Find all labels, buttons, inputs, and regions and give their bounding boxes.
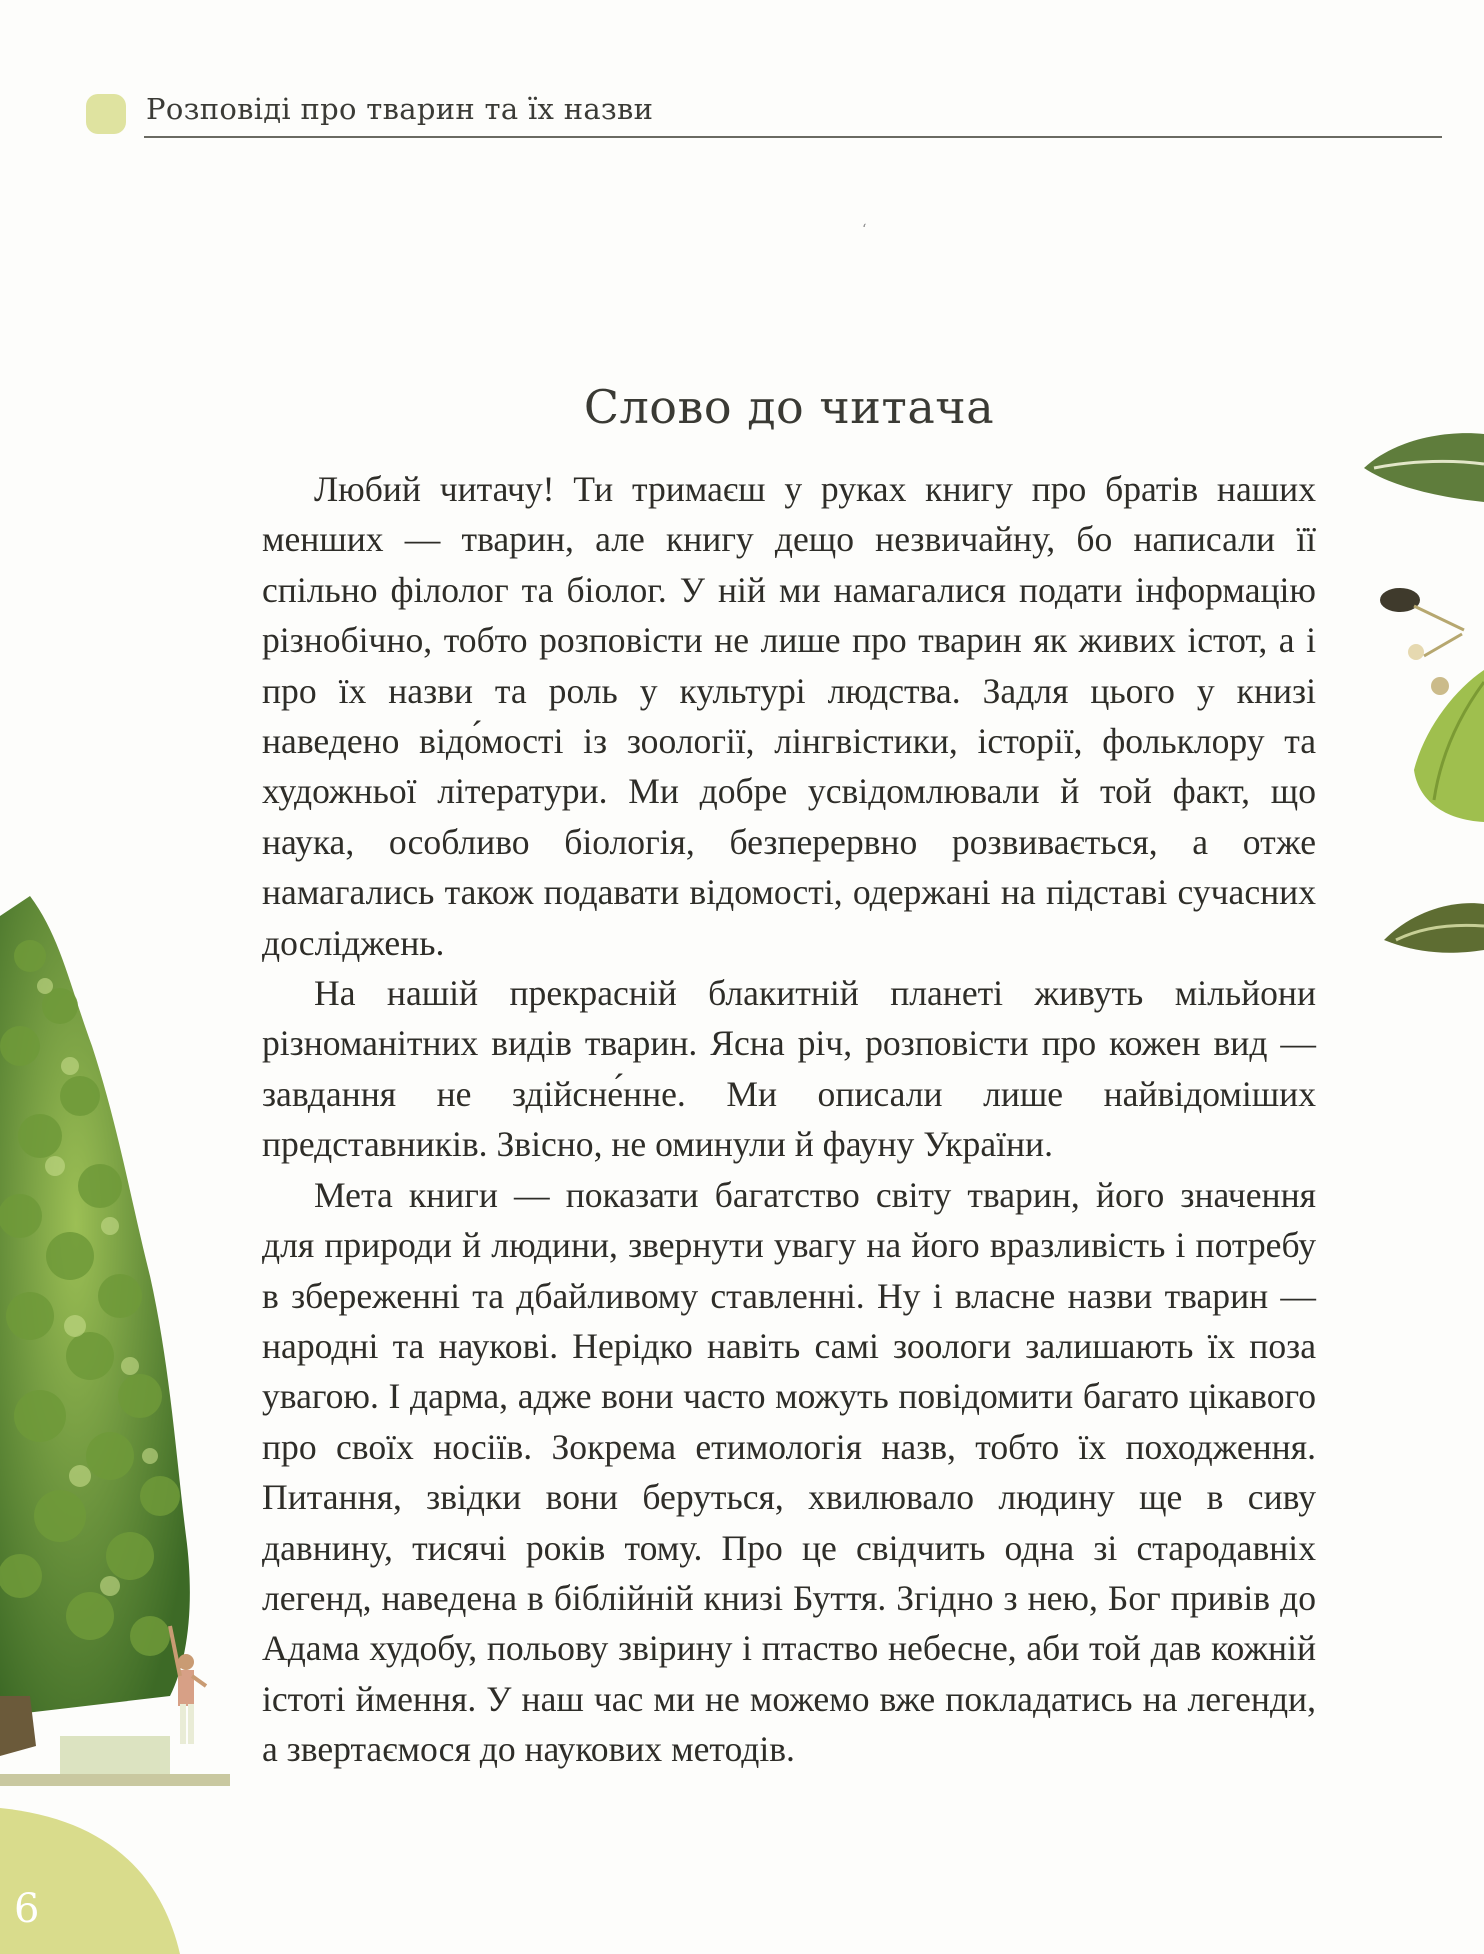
page-title: Слово до читача [583,380,995,434]
main-content [262,380,1316,1775]
paragraph: Мета книги — показати багатство світу тварин, його значення для природи й людини, звернути увагу на його вразливість і потребу в збереженні та дбайливому ставленні. Ну і власне назви тварин — народні та наукові. Нерідко навіть самі зоологи залишають їх поза увагою. І дарма, адже вони часто можуть повідомити багато цікавого про своїх носіїв. Зокрема етимологія назв, тобто їх походження. Питання, звідки вони беруться, хвилювало людину ще в сиву давнину, тисячі років тому. Про це свідчить одна зі стародавніх легенд, наведена в біблійній книзі Буття. Згідно з нею, Бог привів до Адама худобу, польову звірину і птаство небесне, аби той дав кожній істоті ймення. У наш час ми не можемо вже покладатись на легенди, а звертаємося до наукових методів. [262,1174,1316,1770]
tree-illustration-icon [0,896,230,1786]
running-header [86,84,1442,144]
paragraph: Любий читачу! Ти тримаєш у руках книгу про братів наших менших — тварин, але книгу дещо незвичайну, бо написали її спільно філолог та біолог. У ній ми намагалися подати інформацію різнобічно, тобто розповісти не лише про тварин як живих істот, а і про їх назви та роль у культурі людства. Задля цього у книзі наведено відо́мості із зоології, лінгвістики, історії, фольклору та художньої літератури. Ми добре усвідомлювали й той факт, що наука, особливо біологія, безперервно розвивається, а отже намагались також подавати відомості, одержані на підставі сучасних досліджень. [262,469,1316,963]
header-marker-icon [86,94,126,134]
leaves-illustration-icon [1344,420,1484,1040]
page-corner-shape [0,1808,180,1954]
header-divider [144,136,1442,138]
paragraph: На нашій прекрасній блакитній планеті живуть мільйони різноманітних видів тварин. Ясна річ, розповісти про кожен вид — завдання не здійсне́нне. Ми описали лише найвідоміших представників. Звісно, не оминули й фауну України. [262,973,1316,1165]
page-number: 6 [14,1886,40,1932]
figure-man [170,1626,206,1744]
running-header-title: Розповіді про тварин та їх назви [146,92,654,126]
print-mark: ʻ [862,222,867,238]
